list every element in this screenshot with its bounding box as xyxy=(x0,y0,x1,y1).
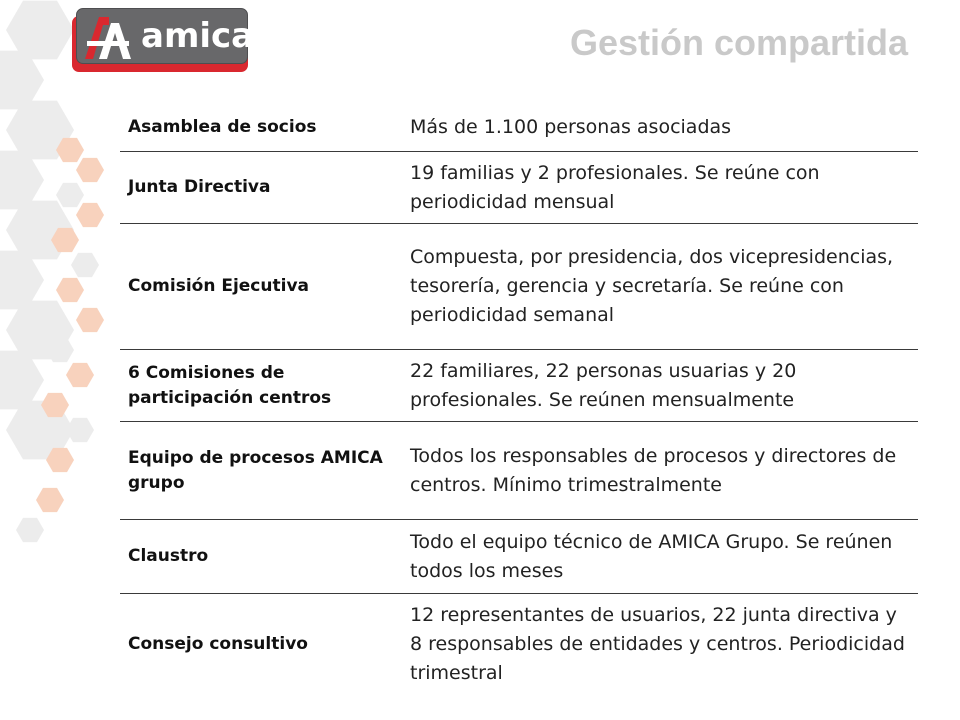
hexagon-shape xyxy=(0,151,44,210)
hexagon-shape xyxy=(71,253,99,277)
row-description: 19 familias y 2 profesionales. Se reúne con periodicidad mensual xyxy=(410,161,820,213)
hexagon-shape xyxy=(36,488,64,512)
table-row xyxy=(120,104,918,152)
table-row xyxy=(120,152,918,224)
table-row xyxy=(120,422,918,520)
row-description: Compuesta, por presidencia, dos vicepresidencias, tesorería, gerencia y secretaría. Se reúne con periodicidad semanal xyxy=(410,246,894,326)
row-description: Todo el equipo técnico de AMICA Grupo. Se reúnen todos los meses xyxy=(410,530,893,582)
hexagon-shape xyxy=(76,158,104,182)
hexagon-shape xyxy=(6,1,74,60)
row-label: Junta Directiva xyxy=(128,177,271,197)
hexagon-shape xyxy=(66,363,94,387)
row-description: Más de 1.100 personas asociadas xyxy=(410,116,732,138)
hexagon-shape xyxy=(66,418,94,442)
governance-table xyxy=(120,104,918,694)
hexagon-shape xyxy=(0,351,44,410)
logo-wordmark: amica xyxy=(141,16,255,56)
hexagon-shape xyxy=(0,51,44,110)
row-label: Consejo consultivo xyxy=(128,633,308,654)
row-description: 12 representantes de usuarios, 22 junta directiva y 8 responsables de entidades y centros. Periodicidad trimestral xyxy=(410,603,905,684)
row-description: Todos los responsables de procesos y directores de centros. Mínimo trimestralmente xyxy=(410,444,897,496)
hexagon-shape xyxy=(56,278,84,302)
page-title: Gestión compartida xyxy=(569,22,908,63)
row-label: Asamblea de socios xyxy=(128,117,317,137)
hexagon-shape xyxy=(16,518,44,542)
hexagon-shape xyxy=(76,203,104,227)
amica-logo xyxy=(72,8,255,72)
hexagon-shape xyxy=(76,308,104,332)
table-row xyxy=(120,594,918,694)
row-label: Claustro xyxy=(128,546,209,566)
table-row xyxy=(120,224,918,350)
table-row xyxy=(120,520,918,594)
row-description: 22 familiares, 22 personas usuarias y 20 profesionales. Se reúnen mensualmente xyxy=(410,359,797,411)
table-row xyxy=(120,350,918,422)
row-label: Equipo de procesos AMICA grupo xyxy=(128,447,383,493)
row-label: Comisión Ejecutiva xyxy=(128,276,309,296)
logo-grey-plate xyxy=(76,8,255,64)
hexagon-shape xyxy=(0,251,44,310)
row-label: 6 Comisiones de participación centros xyxy=(128,362,332,408)
hexagon-shape xyxy=(56,183,84,207)
amica-mark-icon xyxy=(85,17,133,59)
